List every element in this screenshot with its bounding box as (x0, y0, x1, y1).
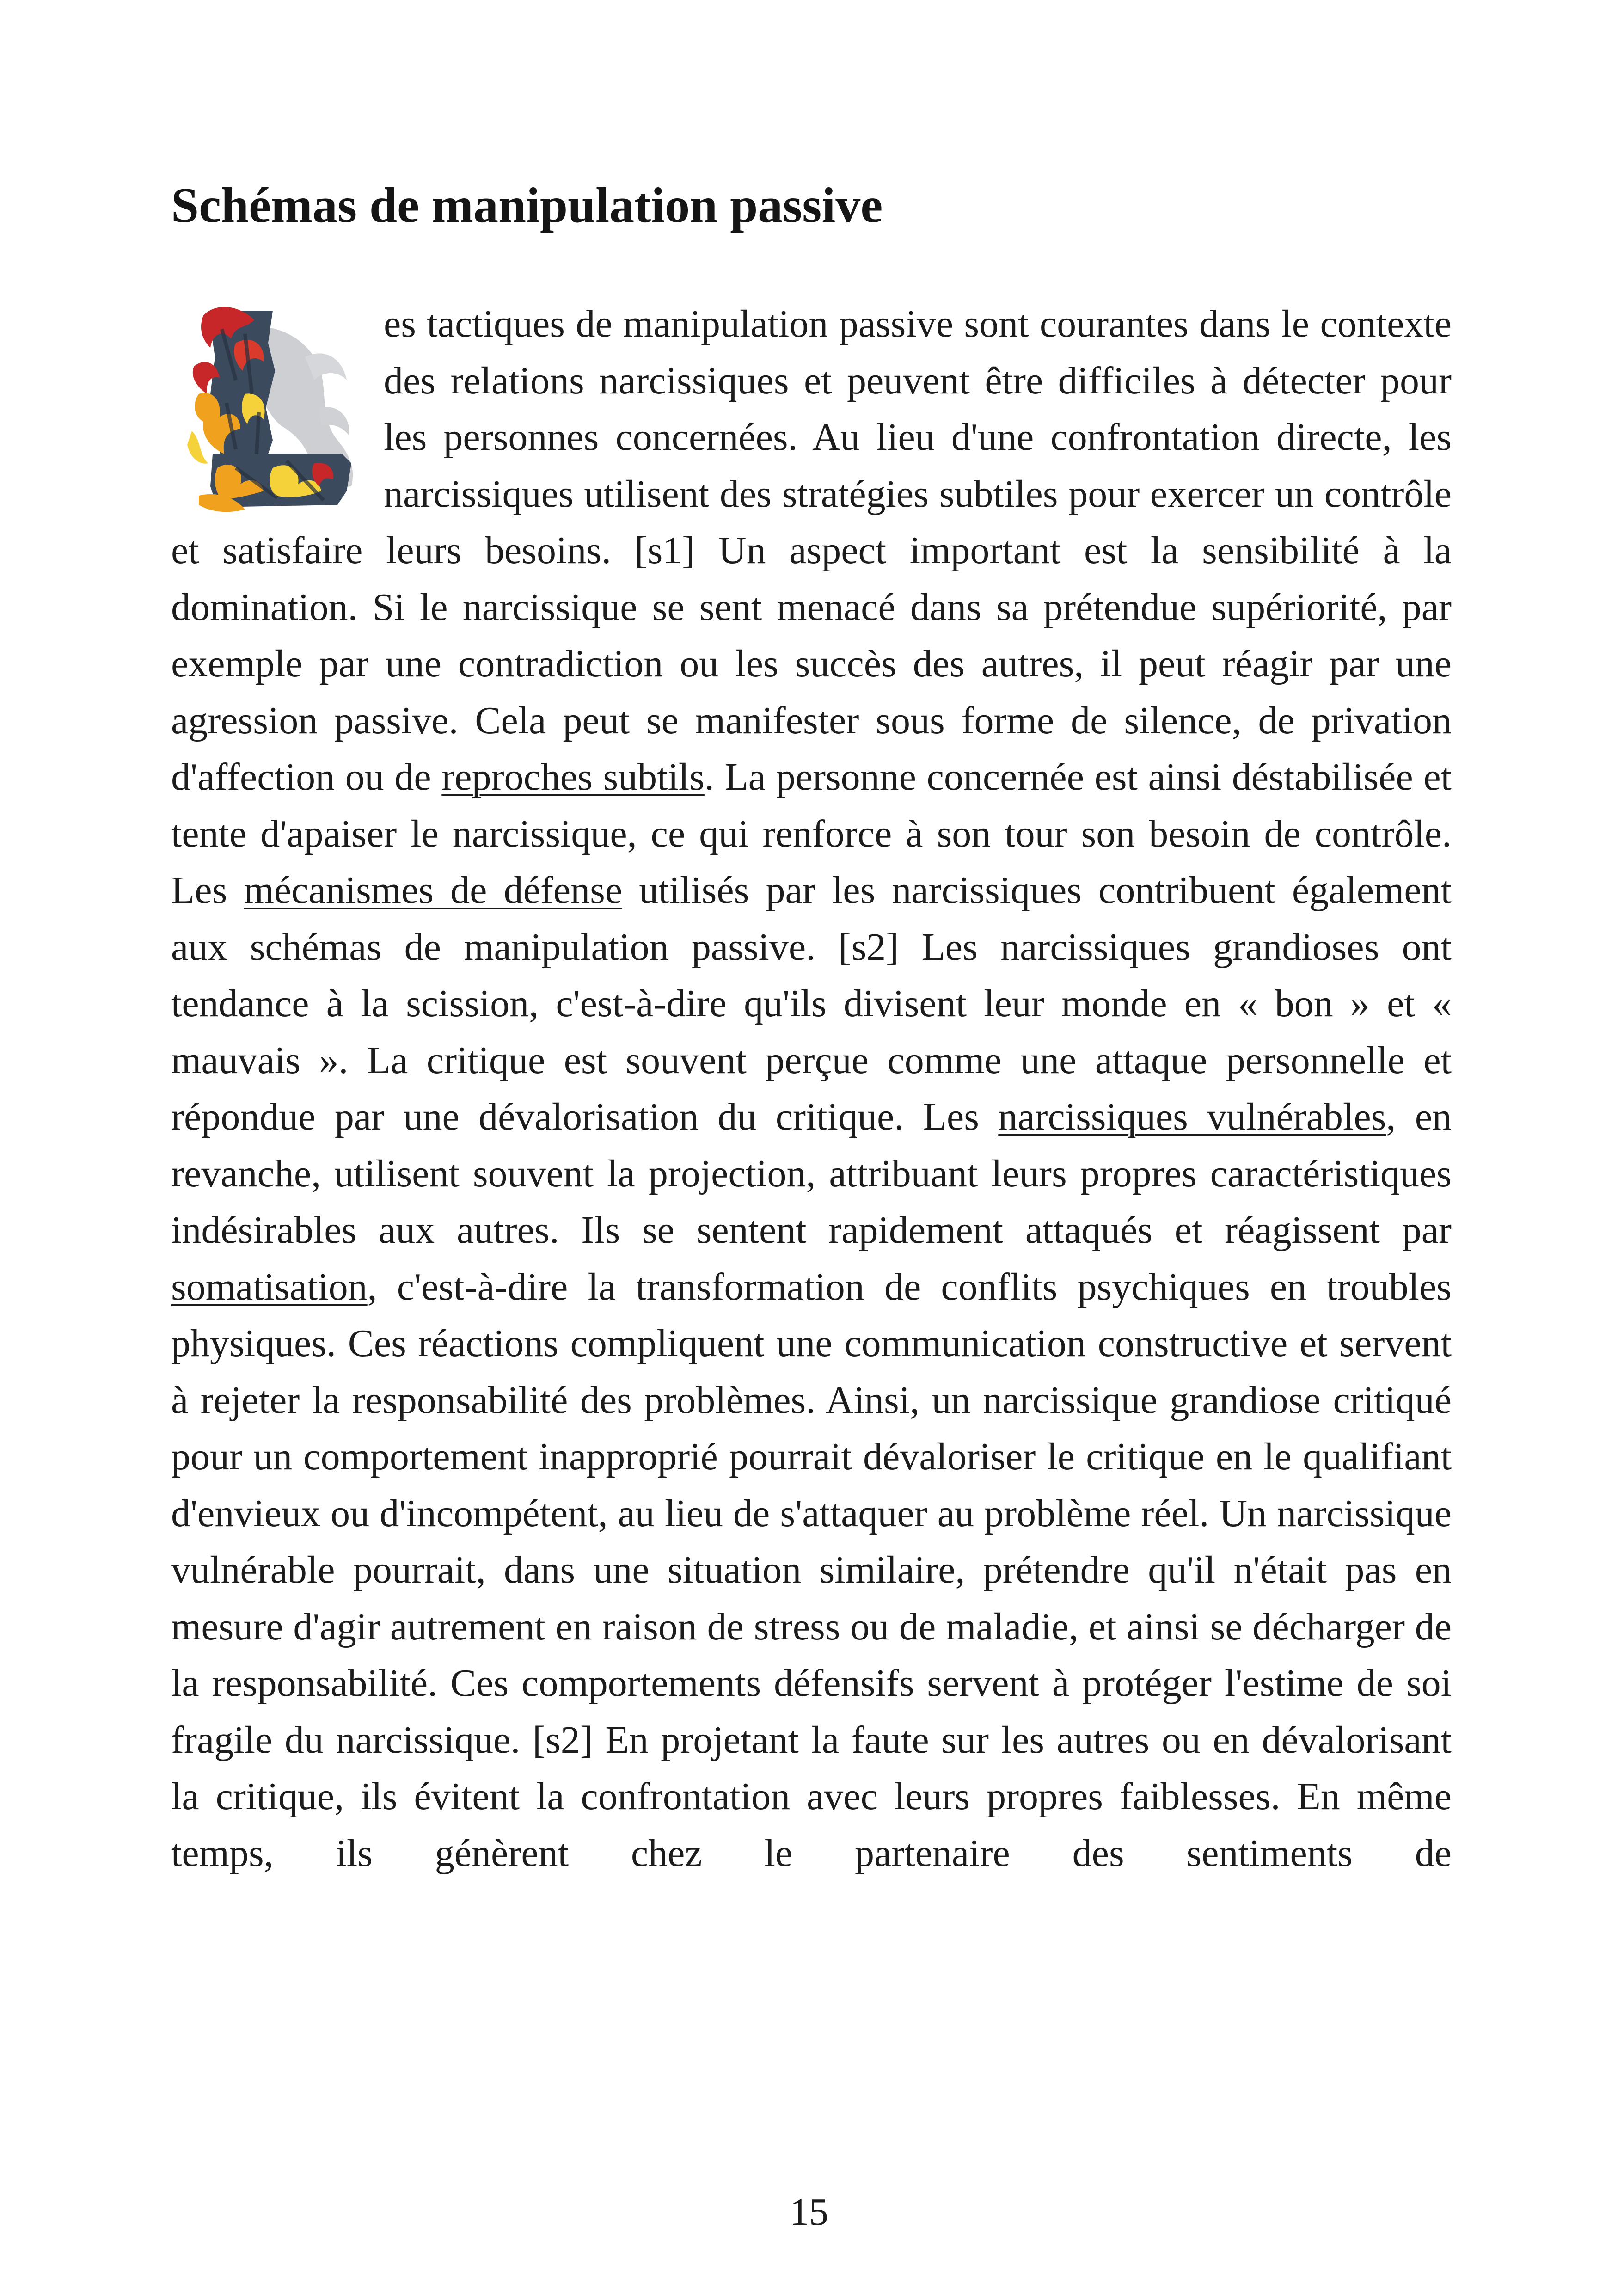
link-somatisation[interactable]: somatisation (171, 1265, 368, 1308)
paragraph-text-4: , en revanche, utilisent souvent la projection, attribuant leurs propres caractéristiques indésirables aux autres. Ils se sentent rapidement attaqués et réagissent par (171, 1095, 1452, 1252)
body-paragraph (171, 296, 1452, 1882)
link-narcissiques-vulnerables[interactable]: narcissiques vulnérables (998, 1095, 1386, 1138)
section-heading: Schémas de manipulation passive (171, 178, 883, 233)
dropcap-letter-icon (166, 301, 365, 521)
page-number: 15 (790, 2191, 828, 2234)
paragraph-text-1: es tactiques de manipulation passive sont courantes dans le contexte des relations narcissiques et peuvent être difficiles à détecter pour les personnes concernées. Au lieu d'une confrontation directe, les narcissiques utilisent des stratégies subtiles pour exercer un contrôle et satisfaire leurs besoins. [s1] Un aspect important est la sensibilité à la domination. Si le narcissique se sent menacé dans sa prétendue supériorité, par exemple par une contradiction ou les succès des autres, il peut réagir par une agression passive. Cela peut se manifester sous forme de silence, de privation d'affection ou de (171, 302, 1452, 798)
paragraph-text-5: , c'est-à-dire la transformation de conflits psychiques en troubles physiques. Ces réactions compliquent une communication constructive et servent à rejeter la responsabilité des problèmes. Ainsi, un narcissique grandiose critiqué pour un comportement inapproprié pourrait dévaloriser le critique en le qualifiant d'envieux ou d'incompétent, au lieu de s'attaquer au problème réel. Un narcissique vulnérable pourrait, dans une situation similaire, prétendre qu'il n'était pas en mesure d'agir autrement en raison de stress ou de maladie, et ainsi se décharger de la responsabilité. Ces comportements défensifs servent à protéger l'estime de soi fragile du narcissique. [s2] En projetant la faute sur les autres ou en dévalorisant la critique, ils évitent la confrontation avec leurs propres faiblesses. En même temps, ils génèrent chez le partenaire des sentiments de (171, 1265, 1452, 1875)
link-mecanismes-de-defense[interactable]: mécanismes de défense (244, 869, 623, 912)
paragraph-text-3: utilisés par les narcissiques contribuent également aux schémas de manipulation passive. [s2] Les narcissiques grandioses ont tendance à la scission, c'est-à-dire qu'ils divisent leur monde en « bon » et « mauvais ». La critique est souvent perçue comme une attaque personnelle et répondue par une dévalorisation du critique. Les (171, 869, 1452, 1138)
link-reproches-subtils[interactable]: reproches subtils (441, 755, 705, 798)
paragraph-text-2: . La personne concernée est ainsi déstabilisée et tente d'apaiser le narcissique, ce qui renforce à son tour son besoin de contrôle. Les (171, 755, 1452, 912)
